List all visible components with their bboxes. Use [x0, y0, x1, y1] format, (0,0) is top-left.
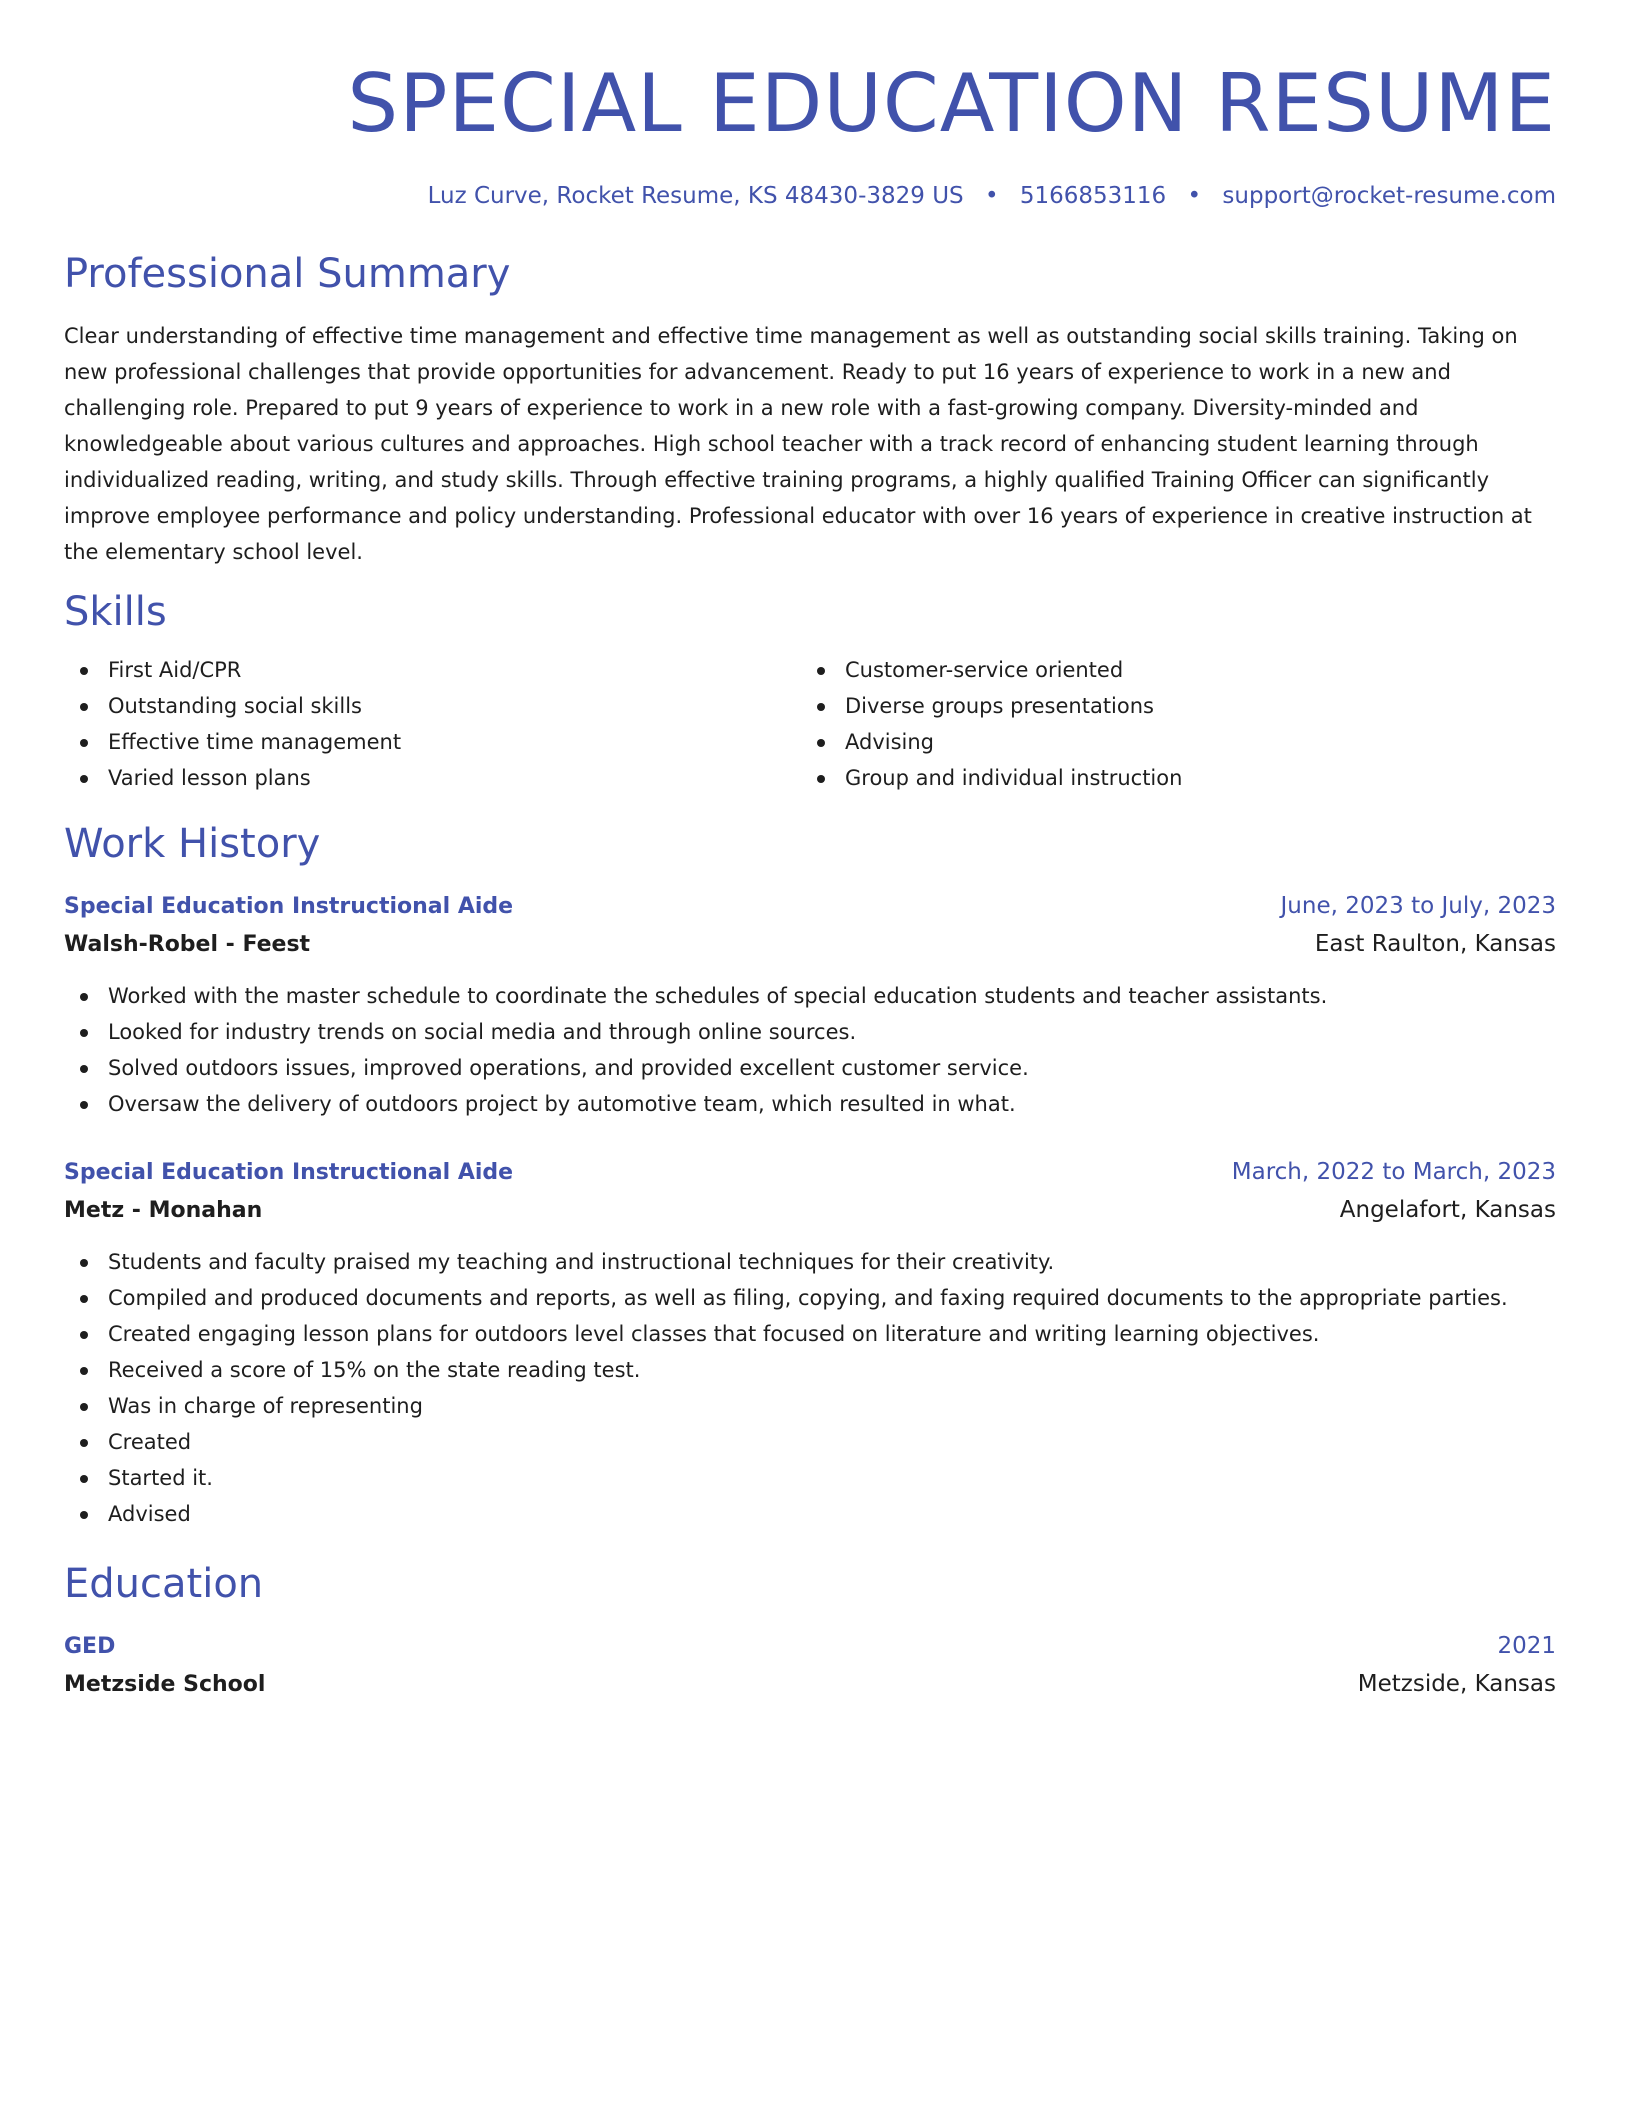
skills-grid — [64, 652, 1556, 796]
skill-label: Customer-service oriented — [845, 658, 1124, 682]
bullet-dot — [80, 1403, 88, 1411]
bullet-dot — [80, 1295, 88, 1303]
bullet-dot — [80, 1065, 88, 1073]
job-bullet-text: Received a score of 15% on the state reading test. — [108, 1358, 641, 1382]
skills-list-left — [64, 652, 801, 796]
skill-item — [801, 724, 1538, 760]
bullet-dot — [817, 739, 825, 747]
contact-separator: • — [1187, 183, 1202, 209]
bullet-dot — [80, 775, 88, 783]
resume-title: SPECIAL EDUCATION RESUME — [347, 57, 1556, 150]
skill-label: Advising — [845, 730, 935, 754]
contact-line — [64, 182, 1556, 210]
bullet-dot — [80, 1101, 88, 1109]
skill-label: Group and individual instruction — [845, 766, 1183, 790]
job-bullet — [64, 1424, 1556, 1460]
summary-heading: Professional Summary — [64, 251, 511, 297]
job-bullet — [64, 1050, 1556, 1086]
job-header-row — [64, 888, 1556, 925]
job-dates: June, 2023 to July, 2023 — [1280, 893, 1556, 919]
contact-phone: 5166853116 — [1019, 183, 1167, 209]
job-bullets — [64, 1244, 1556, 1532]
bullet-dot — [80, 667, 88, 675]
resume-page — [64, 0, 1556, 1704]
job-bullet-text: Started it. — [108, 1466, 213, 1490]
job-location: East Raulton, Kansas — [1314, 931, 1556, 957]
job-bullet — [64, 1352, 1556, 1388]
job-entry — [64, 1154, 1556, 1532]
job-bullets — [64, 978, 1556, 1122]
skill-item — [64, 652, 801, 688]
bullet-dot — [80, 703, 88, 711]
education-heading: Education — [64, 1561, 264, 1607]
bullet-dot — [80, 1029, 88, 1037]
job-bullet-text: Compiled and produced documents and reports, as well as filing, copying, and faxing required documents to the appropriate parties. — [108, 1286, 1508, 1310]
job-bullet — [64, 1496, 1556, 1532]
bullet-dot — [80, 993, 88, 1001]
skills-heading: Skills — [64, 589, 167, 635]
bullet-dot — [80, 1511, 88, 1519]
skill-label: Outstanding social skills — [108, 694, 362, 718]
job-bullet-text: Looked for industry trends on social media and through online sources. — [108, 1020, 857, 1044]
skill-item — [64, 688, 801, 724]
job-header-row — [64, 1154, 1556, 1191]
job-bullet-text: Was in charge of representing — [108, 1394, 423, 1418]
skill-label: First Aid/CPR — [108, 658, 242, 682]
education-degree: GED — [64, 1634, 116, 1659]
bullet-dot — [817, 703, 825, 711]
job-bullet — [64, 1280, 1556, 1316]
job-dates: March, 2022 to March, 2023 — [1231, 1159, 1556, 1185]
job-bullet-text: Advised — [108, 1502, 191, 1526]
bullet-dot — [817, 775, 825, 783]
bullet-dot — [80, 1475, 88, 1483]
bullet-dot — [80, 1367, 88, 1375]
job-bullet — [64, 1316, 1556, 1352]
job-bullet-text: Worked with the master schedule to coordinate the schedules of special education students and teacher assistants. — [108, 984, 1328, 1008]
job-bullet-text: Created engaging lesson plans for outdoors level classes that focused on literature and writing learning objectives. — [108, 1322, 1320, 1346]
bullet-dot — [80, 1331, 88, 1339]
job-bullet — [64, 1460, 1556, 1496]
skills-column-right — [801, 652, 1538, 796]
bullet-dot — [80, 1439, 88, 1447]
education-location: Metzside, Kansas — [1357, 1671, 1556, 1697]
education-school: Metzside School — [64, 1672, 266, 1697]
job-company-row — [64, 925, 1556, 964]
skill-item — [64, 724, 801, 760]
job-company-row — [64, 1191, 1556, 1230]
bullet-dot — [80, 739, 88, 747]
job-bullet — [64, 1014, 1556, 1050]
job-bullet-text: Oversaw the delivery of outdoors project by automotive team, which resulted in what. — [108, 1092, 1016, 1116]
job-role: Special Education Instructional Aide — [64, 1160, 514, 1185]
education-school-row — [64, 1665, 1556, 1704]
education-header-row — [64, 1628, 1556, 1665]
job-bullet-text: Created — [108, 1430, 192, 1454]
job-bullet-text: Solved outdoors issues, improved operations, and provided excellent customer service. — [108, 1056, 1029, 1080]
contact-address: Luz Curve, Rocket Resume, KS 48430-3829 US — [427, 183, 964, 209]
skill-label: Varied lesson plans — [108, 766, 311, 790]
job-role: Special Education Instructional Aide — [64, 894, 514, 919]
job-bullet-text: Students and faculty praised my teaching and instructional techniques for their creativity. — [108, 1250, 1055, 1274]
skills-column-left — [64, 652, 801, 796]
skills-list-right — [801, 652, 1538, 796]
job-company: Metz - Monahan — [64, 1198, 263, 1223]
work-history-heading: Work History — [64, 821, 321, 867]
bullet-dot — [817, 667, 825, 675]
job-bullet — [64, 1388, 1556, 1424]
skill-item — [801, 760, 1538, 796]
job-bullet — [64, 1086, 1556, 1122]
skill-item — [801, 688, 1538, 724]
job-bullet — [64, 978, 1556, 1014]
education-entry — [64, 1628, 1556, 1704]
contact-email: support@rocket-resume.com — [1222, 183, 1556, 209]
skill-item — [801, 652, 1538, 688]
skill-label: Effective time management — [108, 730, 402, 754]
skill-label: Diverse groups presentations — [845, 694, 1154, 718]
job-company: Walsh-Robel - Feest — [64, 932, 311, 957]
contact-separator: • — [984, 183, 999, 209]
bullet-dot — [80, 1259, 88, 1267]
skill-item — [64, 760, 801, 796]
summary-text: Clear understanding of effective time management and effective time management as well as outstanding social skills training. Taking on new professional challenges that provide opportunities for advancement. Ready to put 16 years of experience to work in a new and challenging role. Prepared to put 9 years of experience to work in a new role with a fast-growing company. Diversity-minded and knowledgeable about various cultures and approaches. High school teacher with a track record of enhancing student learning through individualized reading, writing, and study skills. Through effective training programs, a highly qualified Training Officer can significantly improve employee performance and policy understanding. Professional educator with over 16 years of experience in creative instruction at the elementary school level. — [64, 324, 1532, 564]
job-bullet — [64, 1244, 1556, 1280]
job-location: Angelafort, Kansas — [1339, 1197, 1556, 1223]
job-entry — [64, 888, 1556, 1122]
education-year: 2021 — [1497, 1633, 1556, 1659]
